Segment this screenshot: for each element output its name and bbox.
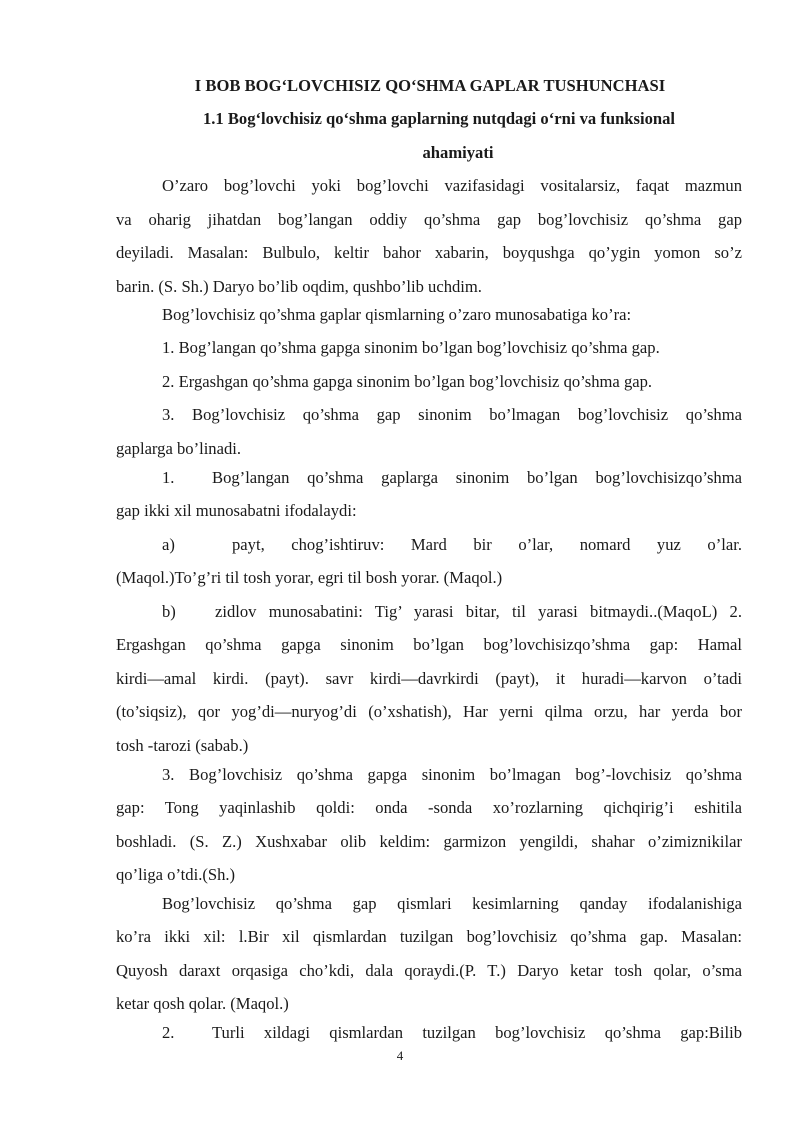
paragraph-line: kirdi—amal kirdi. (payt). savr kirdi—davrkirdi (payt), it huradi—karvon o’tadi [116,669,742,688]
list-marker: 1. [162,468,175,487]
paragraph-line: (Maqol.)To’g’ri til tosh yorar, egri til bosh yorar. (Maqol.) [116,568,503,587]
section-heading-line2: ahamiyati [422,143,494,162]
list-item: 1. Bog’langan qo’shma gapga sinonim bo’lgan bog’lovchisiz qo’shma gap. [162,338,660,357]
paragraph-line: O’zaro bog’lovchi yoki bog’lovchi vazifasidagi vositalarsiz, faqat mazmun [162,176,742,195]
list-item: 3. Bog’lovchisiz qo’shma gap sinonim bo’lmagan bog’lovchisiz qo’shma [162,405,742,424]
chapter-heading: I BOB BOG‘LOVCHISIZ QO‘SHMA GAPLAR TUSHUNCHASI [194,76,666,95]
list-item: 2. Ergashgan qo’shma gapga sinonim bo’lgan bog’lovchisiz qo’shma gap. [162,372,653,391]
paragraph-line: tosh -tarozi (sabab.) [116,736,249,755]
page-number: 4 [396,1048,404,1063]
paragraph-line: Quyosh daraxt orqasiga cho’kdi, dala qoraydi.(P. T.) Daryo ketar tosh qolar, o’sma [116,961,742,980]
paragraph-line: deyiladi. Masalan: Bulbulo, keltir bahor xabarin, boyqushga qo’ygin yomon so’z [116,243,742,262]
paragraph-line: gap: Tong yaqinlashib qoldi: onda -sonda xo’rozlarning qichqirig’i eshitila [116,798,742,817]
list-marker: 2. [162,1023,175,1042]
paragraph-line: ko’ra ikki xil: l.Bir xil qismlardan tuzilgan bog’lovchisiz qo’shma gap. Masalan: [116,927,742,946]
paragraph-line: (to’siqsiz), qor yog’di—nuryog’di (o’xshatish), Har yerni qilma orzu, har yerda bor [116,702,742,721]
paragraph-line: qo’liga o’tdi.(Sh.) [116,865,236,884]
paragraph-line: Ergashgan qo’shma gapga sinonim bo’lgan bog’lovchisizqo’shma gap: Hamal [116,635,742,654]
paragraph-line: zidlov munosabatini: Tig’ yarasi bitar, til yarasi bitmaydi..(MaqoL) 2. [215,602,742,621]
list-marker: b) [162,602,176,621]
paragraph-line: payt, chog’ishtiruv: Mard bir o’lar, nomard yuz o’lar. [232,535,742,554]
paragraph-line: 3. Bog’lovchisiz qo’shma gapga sinonim bo’lmagan bog’-lovchisiz qo’shma [162,765,742,784]
paragraph-line: Bog’lovchisiz qo’shma gap qismlari kesimlarning qanday ifodalanishiga [162,894,742,913]
paragraph-line: ketar qosh qolar. (Maqol.) [116,994,289,1013]
paragraph-line: gap ikki xil munosabatni ifodalaydi: [116,501,357,520]
section-heading-line1: 1.1 Bog‘lovchisiz qo‘shma gaplarning nutqdagi o‘rni va funksional [202,109,676,128]
paragraph-line: boshladi. (S. Z.) Xushxabar olib keldim: garmizon yengildi, shahar o’zimiznikilar [116,832,742,851]
paragraph-line: Turli xildagi qismlardan tuzilgan bog’lovchisiz qo’shma gap:Bilib [212,1023,742,1042]
paragraph-line: barin. (S. Sh.) Daryo bo’lib oqdim, qushbo’lib uchdim. [116,277,482,296]
paragraph-line: va oharig jihatdan bog’langan oddiy qo’shma gap bog’lovchisiz qo’shma gap [116,210,742,229]
paragraph-line: gaplarga bo’linadi. [116,439,242,458]
paragraph-line: Bog’langan qo’shma gaplarga sinonim bo’lgan bog’lovchisizqo’shma [212,468,742,487]
paragraph-line: Bog’lovchisiz qo’shma gaplar qismlarning o’zaro munosabatiga ko’ra: [162,305,632,324]
list-marker: a) [162,535,175,554]
